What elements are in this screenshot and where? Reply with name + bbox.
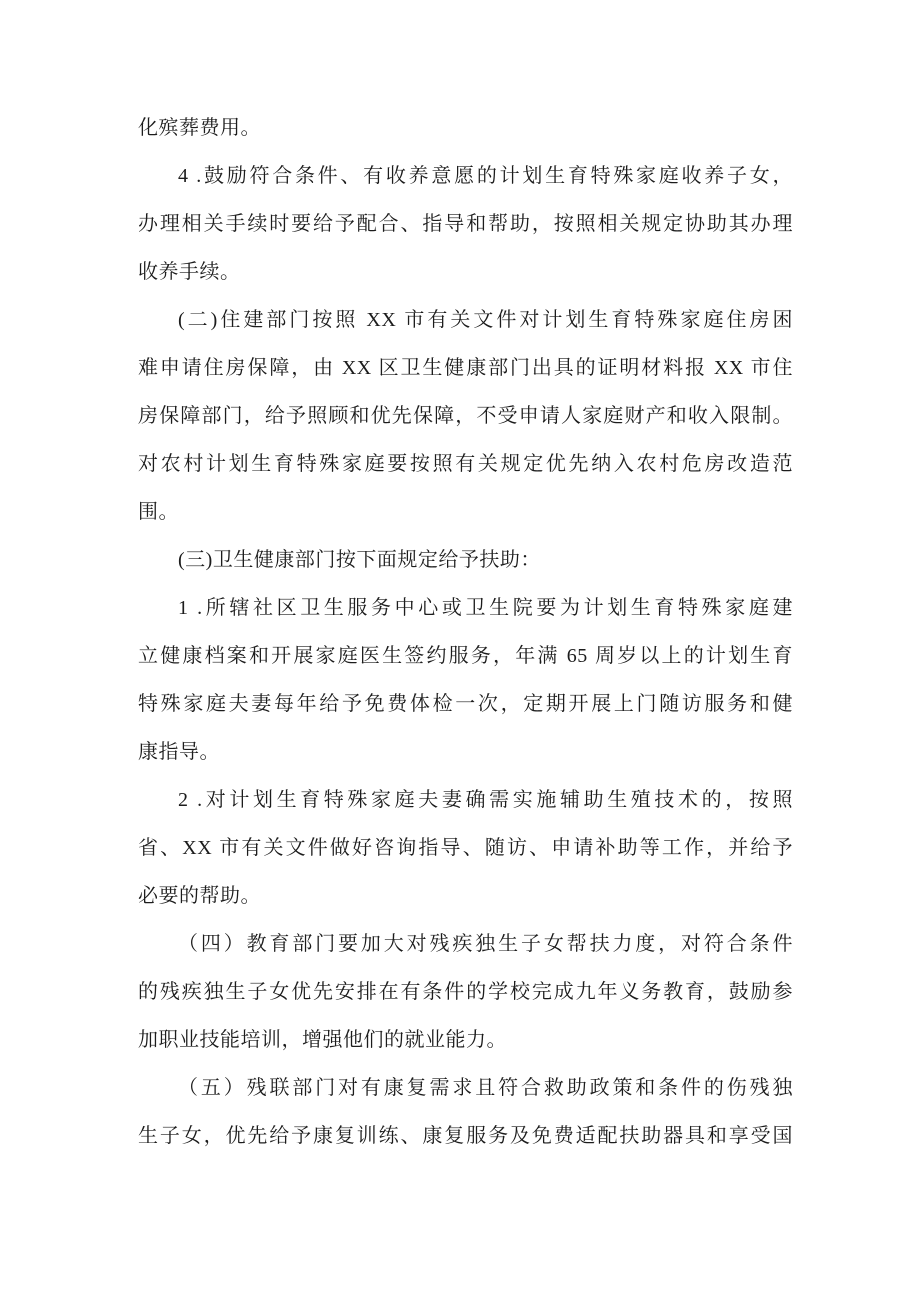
text-line: 化殡葬费用。	[138, 117, 261, 139]
text-line: 围。	[138, 501, 179, 523]
text-line: 4 .鼓励符合条件、有收养意愿的计划生育特殊家庭收养子女，	[178, 165, 793, 187]
text-line: 立健康档案和开展家庭医生签约服务，年满 65 周岁以上的计划生育	[138, 645, 793, 667]
text-line: (三)卫生健康部门按下面规定给予扶助：	[178, 549, 541, 571]
text-line: （五）残联部门对有康复需求且符合救助政策和条件的伤残独	[178, 1077, 793, 1099]
text-line: 难申请住房保障，由 XX 区卫生健康部门出具的证明材料报 XX 市住	[138, 357, 793, 379]
text-line: 房保障部门，给予照顾和优先保障，不受申请人家庭财产和收入限制。	[138, 405, 793, 427]
text-line: 省、XX 市有关文件做好咨询指导、随访、申请补助等工作，并给予	[138, 837, 793, 859]
paragraph	[138, 920, 793, 1064]
text-line: 2 .对计划生育特殊家庭夫妻确需实施辅助生殖技术的，按照	[178, 789, 793, 811]
paragraph	[138, 296, 793, 536]
text-line: 收养手续。	[138, 261, 241, 283]
text-line: 康指导。	[138, 741, 220, 763]
text-line: 加职业技能培训，增强他们的就业能力。	[138, 1029, 507, 1051]
text-line: (二)住建部门按照 XX 市有关文件对计划生育特殊家庭住房困	[178, 309, 793, 331]
paragraph	[138, 584, 793, 776]
text-line: 必要的帮助。	[138, 885, 261, 907]
text-line: 办理相关手续时要给予配合、指导和帮助，按照相关规定协助其办理	[138, 213, 793, 235]
paragraph	[138, 1064, 793, 1160]
paragraph	[138, 536, 793, 584]
paragraph	[138, 152, 793, 296]
document-body	[138, 104, 793, 1160]
text-line: 对农村计划生育特殊家庭要按照有关规定优先纳入农村危房改造范	[138, 453, 793, 475]
paragraph	[138, 776, 793, 920]
text-line: 特殊家庭夫妻每年给予免费体检一次，定期开展上门随访服务和健	[138, 693, 793, 715]
text-line: 生子女，优先给予康复训练、康复服务及免费适配扶助器具和享受国	[138, 1125, 793, 1147]
text-line: 1 .所辖社区卫生服务中心或卫生院要为计划生育特殊家庭建	[178, 597, 793, 619]
paragraph	[138, 104, 793, 152]
text-line: （四）教育部门要加大对残疾独生子女帮扶力度，对符合条件	[178, 933, 793, 955]
text-line: 的残疾独生子女优先安排在有条件的学校完成九年义务教育，鼓励参	[138, 981, 793, 1003]
